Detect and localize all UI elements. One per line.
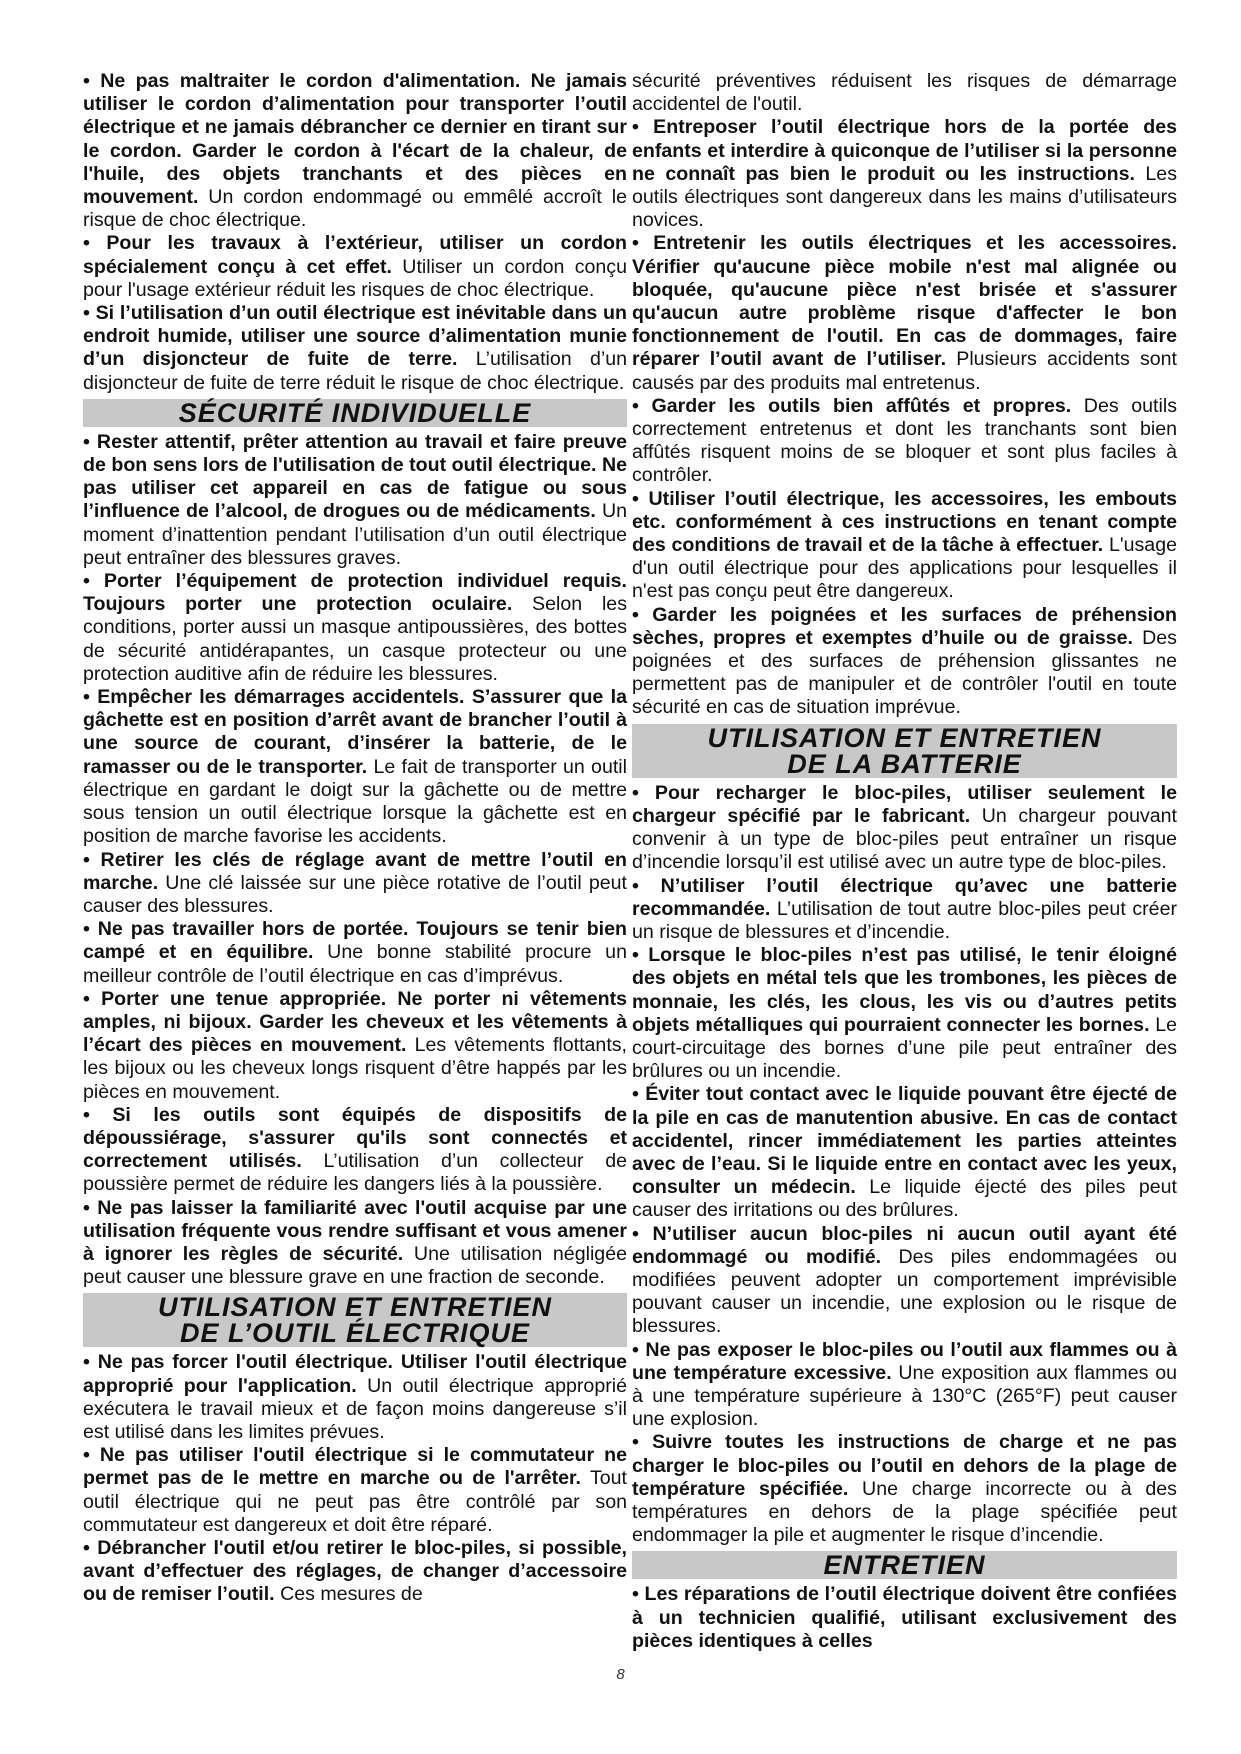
section-heading-line: UTILISATION ET ENTRETIEN [707,722,1102,753]
safety-paragraph [632,875,1177,945]
safety-paragraph [83,1104,627,1197]
bold-instruction: • Les réparations de l’outil électrique doivent être confiées à un technicien qualifié, utilisant exclusivement des pièces identiques à celles [632,1583,1177,1652]
explanation-text: Un chargeur pouvant convenir à un type de bloc-piles peut entraîner un risque d’incendie lorsqu’il est utilisé avec un autre type de bloc-piles. [632,804,1177,874]
section-heading-line: ENTRETIEN [823,1550,986,1581]
safety-paragraph [83,70,627,232]
safety-paragraph [83,232,627,302]
safety-paragraph [83,1351,627,1444]
safety-paragraph [632,395,1177,488]
safety-paragraph [83,918,627,988]
safety-paragraph [632,944,1177,1083]
explanation-text: Les vêtements flottants, les bijoux ou les cheveux longs risquent d’être happés par les pièces en mouvement. [83,1034,628,1103]
bold-instruction: • Porter l’équipement de protection individuel requis. Toujours porter une protection oculaire. [83,570,627,616]
explanation-text: Tout outil électrique qui ne peut pas être contrôlé par son commutateur est dangereux et doit être réparé. [83,1467,627,1536]
section-heading [83,399,627,427]
explanation-text: Selon les conditions, porter aussi un masque antipoussières, des bottes de sécurité antidérapantes, un casque protecteur ou une protection auditive afin de réduire les blessures. [83,593,627,685]
section-heading-line: UTILISATION ET ENTRETIEN [158,1292,552,1323]
safety-paragraph [83,1197,627,1290]
explanation-text: Une clé laissée sur une pièce rotative de l’outil peut causer des blessures. [83,871,627,917]
section-heading-line: SÉCURITÉ INDIVIDUELLE [178,397,532,428]
explanation-text: Plusieurs accidents sont causés par des produits mal entretenus. [632,348,1178,394]
explanation-text: Une bonne stabilité procure un meilleur contrôle de l’outil électrique en cas d’imprévus. [83,941,627,987]
explanation-text: Un outil électrique approprié exécutera le travail mieux et de façon moins dangereuse s’il est utilisé dans les limites prévues. [83,1374,627,1443]
bold-instruction: • Ne pas travailler hors de portée. Toujours se tenir bien campé et en équilibre. [83,918,627,964]
bold-instruction: • Débrancher l'outil et/ou retirer le bloc-piles, si possible, avant d’effectuer des réglages, de changer d’accessoire ou de remiser l’outil. [83,1536,627,1606]
left-column [83,70,627,1607]
explanation-text: L’utilisation d’un disjoncteur de fuite de terre réduit le risque de choc électrique. [83,348,627,394]
explanation-text: Les outils électriques sont dangereux dans les mains d’utilisateurs novices. [632,162,1177,232]
bold-instruction: • Garder les poignées et les surfaces de préhension sèches, propres et exemptes d’huile ou de graisse. [632,603,1177,649]
bold-instruction: • Entreposer l’outil électrique hors de la portée des enfants et interdire à quiconque de l’utiliser si la personne ne connaît pas bien le produit ou les instructions. [632,116,1177,185]
safety-paragraph [632,232,1177,394]
safety-paragraph [632,1339,1177,1432]
explanation-text: Un cordon endommagé ou emmêlé accroît le risque de choc électrique. [83,186,627,232]
bold-instruction: • Ne pas forcer l'outil électrique. Utiliser l'outil électrique approprié pour l'application. [83,1351,627,1397]
bold-instruction: • Empêcher les démarrages accidentels. S’assurer que la gâchette est en position d’arrêt avant de brancher l’outil à une source de courant, d’insérer la batterie, de le ramasser ou de le transporter. [83,686,627,778]
explanation-text: Des outils correctement entretenus et dont les tranchants sont bien affûtés risquent moins de se bloquer et sont plus faciles à contrôler. [632,394,1177,487]
safety-paragraph [83,302,627,395]
explanation-text: Une charge incorrecte ou à des températures en dehors de la plage spécifiée peut endommager la pile et augmenter le risque d’incendie. [632,1477,1177,1547]
bold-instruction: • Rester attentif, prêter attention au travail et faire preuve de bon sens lors de l'utilisation de tout outil électrique. Ne pas utiliser cet appareil en cas de fatigue ou sous l’influence de l’alcool, de drogues ou de médicaments. [83,430,627,523]
page-number: 8 [616,1666,625,1683]
bold-instruction: • Ne pas laisser la familiarité avec l'outil acquise par une utilisation fréquente vous rendre suffisant et vous amener à ignorer les règles de sécurité. [83,1196,627,1265]
safety-paragraph [83,431,627,570]
bold-instruction: • Entretenir les outils électriques et les accessoires. Vérifier qu'aucune pièce mobile n'est mal alignée ou bloquée, qu'aucune pièce n'est brisée et s'assurer qu'aucun autre problème risque d'affecter le bon fonctionnement de l'outil. En cas de dommages, faire réparer l’outil avant de l’utiliser. [632,232,1177,371]
bold-instruction: • Porter une tenue appropriée. Ne porter ni vêtements amples, ni bijoux. Garder les cheveux et les vêtements à l’écart des pièces en mouvement. [83,987,627,1057]
bold-instruction: • Pour recharger le bloc-piles, utiliser seulement le chargeur spécifié par le fabricant. [632,781,1177,827]
bold-instruction: • Utiliser l’outil électrique, les accessoires, les embouts etc. conformément à ces instructions en tenant compte des conditions de travail et de la tâche à effectuer. [632,487,1177,557]
section-heading-line: DE L’OUTIL ÉLECTRIQUE [179,1318,530,1349]
safety-paragraph [83,849,627,919]
bold-instruction: • Ne pas utiliser l'outil électrique si le commutateur ne permet pas de le mettre en marche ou de l'arrêter. [83,1444,627,1490]
section-heading-line: DE LA BATTERIE [787,748,1022,779]
explanation-text: L'usage d'un outil électrique pour des applications pour lesquelles il n'est pas conçu peut être dangereux. [632,534,1177,603]
safety-paragraph [632,1223,1177,1339]
explanation-text: Des piles endommagées ou modifiées peuvent adopter un comportement imprévisible pouvant causer un incendie, une explosion ou le risque de blessures. [632,1245,1177,1338]
bold-instruction: • Si les outils sont équipés de dispositifs de dépoussiérage, s'assurer qu'ils sont connectés et correctement utilisés. [83,1103,627,1173]
safety-paragraph [632,782,1177,875]
section-heading [632,1551,1177,1579]
explanation-text: Utiliser un cordon conçu pour l'usage extérieur réduit les risques de choc électrique. [83,255,627,301]
explanation-text: sécurité préventives réduisent les risques de démarrage accidentel de l'outil. [632,70,1177,116]
safety-paragraph [83,686,627,848]
bold-instruction: • Garder les outils bien affûtés et propres. [632,394,1072,417]
explanation-text: Des poignées et des surfaces de préhension glissantes ne permettent pas de manipuler et de contrôler l'outil en toute sécurité en cas de situation imprévue. [632,626,1177,719]
safety-paragraph [83,1537,627,1607]
section-heading [632,724,1177,778]
explanation-text: Ces mesures de [274,1583,423,1606]
bold-instruction: • Si l’utilisation d’un outil électrique est inévitable dans un endroit humide, utiliser une source d’alimentation munie d’un disjoncteur de fuite de terre. [83,302,627,371]
explanation-text: L’utilisation de tout autre bloc-piles peut créer un risque de blessures et d’incendie. [632,897,1177,943]
bold-instruction: • N’utiliser aucun bloc-piles ni aucun outil ayant été endommagé ou modifié. [632,1222,1177,1268]
bold-instruction: • Retirer les clés de réglage avant de mettre l’outil en marche. [83,848,627,894]
safety-paragraph [632,604,1177,720]
bold-instruction: • Ne pas maltraiter le cordon d'alimentation. Ne jamais utiliser le cordon d’alimentation pour transporter l’outil électrique et ne jamais débrancher ce dernier en tirant sur le cordon. Garder le cordon à l'écart de la chaleur, de l'huile, des objets tranchants et des pièces en mouvement. [83,70,627,209]
right-column [632,70,1177,1653]
explanation-text: Une exposition aux flammes ou à une température supérieure à 130°C (265°F) peut causer une explosion. [632,1361,1177,1431]
section-heading [83,1293,627,1347]
bold-instruction: • Suivre toutes les instructions de charge et ne pas charger le bloc-piles ou l’outil en dehors de la plage de température spécifiée. [632,1431,1177,1500]
safety-paragraph [83,1444,627,1537]
safety-paragraph [632,116,1177,232]
bold-instruction: • Éviter tout contact avec le liquide pouvant être éjecté de la pile en cas de manutention abusive. En cas de contact accidentel, rincer immédiatement les parties atteintes avec de l’eau. Si le liquide entre en contact avec les yeux, consulter un médecin. [632,1083,1177,1199]
safety-paragraph [632,1431,1177,1547]
explanation-text: Le fait de transporter un outil électrique en gardant le doigt sur la gâchette ou de mettre sous tension un outil électrique lorsque la gâchette est en position de marche favorise les accidents. [83,755,627,848]
explanation-text: Une utilisation négligée peut causer une blessure grave en une fraction de seconde. [83,1242,627,1289]
safety-paragraph [83,988,627,1104]
bold-instruction: • Ne pas exposer le bloc-piles ou l’outil aux flammes ou à une température excessive. [632,1338,1177,1384]
explanation-text: Le court-circuitage des bornes d’une pile peut entraîner des brûlures ou un incendie. [632,1013,1177,1083]
explanation-text: Un moment d’inattention pendant l’utilisation d’un outil électrique peut entraîner des blessures graves. [83,500,627,569]
bold-instruction: • N’utiliser l’outil électrique qu’avec une batterie recommandée. [632,874,1177,920]
safety-paragraph [632,1583,1177,1653]
safety-paragraph [632,488,1177,604]
explanation-text: Le liquide éjecté des piles peut causer des irritations ou des brûlures. [632,1176,1177,1222]
explanation-text: L’utilisation d’un collecteur de poussière permet de réduire les dangers liés à la poussière. [83,1150,627,1196]
bold-instruction: • Pour les travaux à l’extérieur, utiliser un cordon spécialement conçu à cet effet. [83,232,627,278]
safety-paragraph [632,1083,1177,1222]
safety-paragraph [83,570,627,686]
safety-paragraph [632,70,1177,116]
bold-instruction: • Lorsque le bloc-piles n’est pas utilisé, le tenir éloigné des objets en métal tels que les trombones, les pièces de monnaie, les clés, les clous, les vis ou d’autres petits objets métalliques qui pourraient connecter les bornes. [632,944,1177,1036]
